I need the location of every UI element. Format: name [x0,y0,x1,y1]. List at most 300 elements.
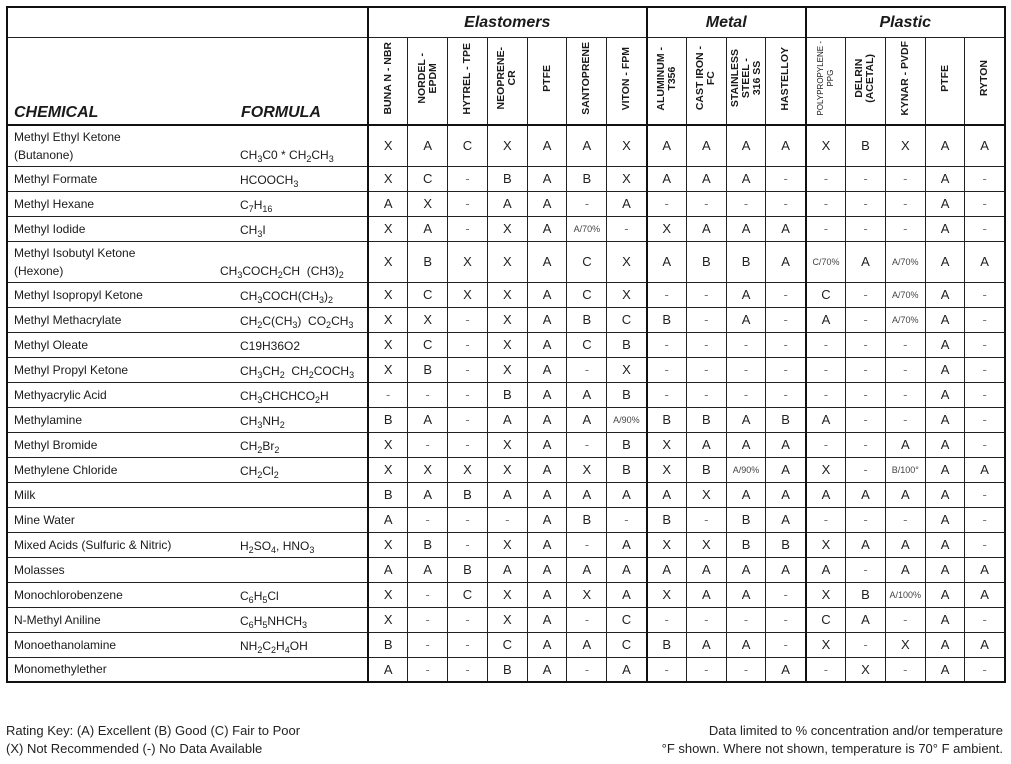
chemical-formula: $CH_2Br_2$ [240,438,280,455]
rating-cell: X [607,125,647,166]
rating-cell: - [726,357,766,382]
chemical-name: Methyl Hexane [14,196,95,211]
rating-cell: A [965,582,1005,607]
rating-cell: X [607,241,647,282]
rating-cell: - [766,382,806,407]
rating-cell: A [925,532,965,557]
rating-cell: - [567,607,607,632]
rating-cell: - [607,216,647,241]
rating-cell: A [686,582,726,607]
table-body [7,125,1005,682]
rating-cell: - [846,332,886,357]
rating-cell: A/70% [567,216,607,241]
table-row [7,357,1005,382]
chemical-cell [7,332,368,357]
rating-cell: A [846,607,886,632]
material-label: ALUMINUM - T356 [654,46,678,111]
rating-cell: - [846,357,886,382]
rating-cell: - [885,191,925,216]
rating-cell: - [686,507,726,532]
chemical-label: CHEMICAL [14,104,99,121]
table-row [7,532,1005,557]
rating-cell: B [448,557,488,582]
chemical-formula: $CH_3CH_2$ $CH_2COCH_3$ [240,363,355,380]
rating-cell: A [965,125,1005,166]
rating-cell: A [925,166,965,191]
chemical-formula: $HCOOCH_3$ [240,172,299,189]
chemical-name: Methyl Formate [14,171,98,186]
chemical-formula: $C_6H_5NHCH_3$ [240,613,308,630]
rating-cell: A [607,657,647,682]
rating-cell: A [925,282,965,307]
rating-cell: A [846,241,886,282]
rating-cell: B [607,457,647,482]
rating-cell: - [965,191,1005,216]
rating-cell: A [925,357,965,382]
rating-cell: A [368,557,408,582]
rating-cell: - [965,357,1005,382]
rating-cell: - [806,191,846,216]
rating-cell: X [647,532,687,557]
rating-cell: A [806,307,846,332]
chemical-cell [7,166,368,191]
rating-cell: A [408,482,448,507]
rating-cell: B [766,532,806,557]
rating-cell: C [448,125,488,166]
rating-cell: A [647,241,687,282]
rating-cell: A [925,432,965,457]
rating-cell: A [686,166,726,191]
rating-cell: X [647,432,687,457]
material-label: STAINLESS STEEL - 316 SS [728,49,763,108]
table-row [7,457,1005,482]
rating-cell: - [647,657,687,682]
material-label: NORDEL - EPDM [415,53,439,104]
rating-cell: A [527,482,567,507]
chemical-cell [7,191,368,216]
rating-cell: X [448,457,488,482]
material-label: PTFE [938,65,951,92]
data-limit-note [662,722,1003,758]
rating-cell: - [806,357,846,382]
rating-cell: A [567,557,607,582]
rating-cell: A [726,216,766,241]
rating-cell: A [686,125,726,166]
rating-cell: X [806,125,846,166]
rating-cell: - [965,332,1005,357]
group-header-plastic: Plastic [806,7,1005,38]
rating-cell: B [487,382,527,407]
material-column-header [806,38,846,126]
table-row [7,582,1005,607]
rating-cell: A [766,482,806,507]
rating-cell: X [567,457,607,482]
rating-cell: A [527,282,567,307]
rating-cell: - [686,607,726,632]
rating-cell: A [527,507,567,532]
rating-cell: A [925,657,965,682]
rating-cell: A [686,632,726,657]
rating-cell: - [448,607,488,632]
rating-cell: A [368,191,408,216]
rating-cell: A/70% [885,282,925,307]
column-header-chemical [7,38,368,126]
rating-cell: A [527,557,567,582]
rating-cell: A [726,582,766,607]
rating-cell: - [846,307,886,332]
chemical-name: Methyl Propyl Ketone [14,362,129,377]
rating-cell: A [766,507,806,532]
rating-cell: B [607,382,647,407]
chemical-cell [7,607,368,632]
rating-cell: - [567,532,607,557]
rating-cell: A [686,557,726,582]
rating-cell: X [487,582,527,607]
rating-cell: A [527,357,567,382]
rating-cell: A [766,657,806,682]
rating-cell: - [567,432,607,457]
table-row [7,382,1005,407]
rating-cell: - [647,382,687,407]
rating-cell: - [885,332,925,357]
rating-cell: - [965,657,1005,682]
rating-cell: - [806,332,846,357]
rating-cell: B [368,407,408,432]
chemical-formula: $CH_3I$ [240,222,266,239]
rating-cell: A [846,532,886,557]
rating-cell: - [766,607,806,632]
material-column-header [925,38,965,126]
rating-cell: C [607,307,647,332]
rating-cell: A [806,557,846,582]
rating-cell: - [448,166,488,191]
chemical-cell [7,407,368,432]
rating-cell: A [527,382,567,407]
rating-cell: - [686,332,726,357]
rating-cell: A [527,457,567,482]
rating-cell: B [726,532,766,557]
rating-cell: X [368,357,408,382]
rating-cell: - [647,282,687,307]
rating-cell: C [487,632,527,657]
rating-cell: - [647,357,687,382]
rating-cell: A [527,166,567,191]
rating-cell: B [726,507,766,532]
data-limit-note-line-1: Data limited to % concentration and/or temperature [708,723,1003,738]
chemical-name: Mixed Acids (Sulfuric & Nitric) [14,537,172,552]
rating-cell: X [806,632,846,657]
rating-cell: X [487,282,527,307]
table-row [7,307,1005,332]
material-column-header [567,38,607,126]
rating-cell: - [408,432,448,457]
rating-cell: A [965,632,1005,657]
material-label: HYTREL - TPE [460,42,473,115]
rating-cell: - [726,382,766,407]
material-column-header [726,38,766,126]
chemical-cell [7,507,368,532]
rating-cell: A [607,582,647,607]
chemical-name: Methyl Iodide [14,221,86,236]
rating-cell: - [726,191,766,216]
rating-cell: A [527,241,567,282]
rating-cell: - [846,432,886,457]
group-header-metal: Metal [647,7,806,38]
rating-cell: X [368,332,408,357]
rating-cell: A [726,166,766,191]
rating-cell: X [487,241,527,282]
rating-cell: - [965,607,1005,632]
table-row [7,241,1005,282]
chemical-cell [7,216,368,241]
rating-cell: - [686,657,726,682]
chemical-cell [7,125,368,166]
rating-cell: - [806,507,846,532]
rating-cell: X [487,607,527,632]
rating-cell: A [368,657,408,682]
rating-cell: A [925,457,965,482]
rating-cell: - [686,307,726,332]
rating-cell: A [567,382,607,407]
rating-cell: B [846,125,886,166]
rating-cell: - [766,632,806,657]
rating-cell: - [885,166,925,191]
rating-cell: A [607,482,647,507]
chemical-formula: $CH_2Cl_2$ [240,463,279,480]
rating-cell: X [885,632,925,657]
rating-cell: - [726,607,766,632]
rating-cell: A [726,557,766,582]
rating-cell: - [965,482,1005,507]
rating-cell: X [607,166,647,191]
rating-cell: B [408,532,448,557]
rating-cell: A [766,216,806,241]
chemical-cell [7,307,368,332]
rating-cell: A [726,632,766,657]
chemical-formula: $C_7H_{16}$ [240,197,273,214]
rating-cell: A [527,607,567,632]
rating-cell: A [885,557,925,582]
rating-cell: X [448,241,488,282]
rating-cell: - [448,657,488,682]
rating-cell: - [965,407,1005,432]
rating-cell: - [567,357,607,382]
rating-cell: A [527,632,567,657]
rating-cell: A [766,557,806,582]
rating-cell: - [885,216,925,241]
chemical-formula: $CH_3COCH_2CH$ $(CH3)_2$ [220,263,344,280]
rating-cell: A/70% [885,241,925,282]
rating-cell: X [487,457,527,482]
rating-cell: - [965,216,1005,241]
chemical-cell [7,632,368,657]
rating-cell: B [408,357,448,382]
rating-cell: A [527,432,567,457]
rating-cell: - [965,307,1005,332]
rating-cell: A [527,125,567,166]
material-column-header [607,38,647,126]
rating-cell: A [408,125,448,166]
rating-cell: A [726,482,766,507]
rating-cell: - [726,657,766,682]
rating-cell: A [925,216,965,241]
rating-cell: X [408,191,448,216]
rating-cell: X [368,432,408,457]
chemical-cell [7,382,368,407]
rating-cell: B [686,457,726,482]
rating-cell: - [448,432,488,457]
rating-cell: - [647,607,687,632]
rating-cell: A [527,657,567,682]
rating-cell: A [527,191,567,216]
chemical-name: Methylamine [14,412,83,427]
rating-cell: A [408,557,448,582]
rating-cell: - [766,282,806,307]
rating-cell: A [686,432,726,457]
rating-cell: X [487,432,527,457]
rating-cell: B [647,407,687,432]
rating-cell: A [527,532,567,557]
rating-cell: B [567,307,607,332]
rating-cell: A [686,216,726,241]
rating-cell: - [686,191,726,216]
chemical-name: Methyl Isobutyl Ketone (Hexone) [14,245,136,278]
rating-cell: A [527,407,567,432]
table-row [7,332,1005,357]
rating-cell: X [846,657,886,682]
formula-label: FORMULA [241,104,321,121]
rating-cell: B [846,582,886,607]
chemical-formula: $CH_3CHCHCO_2H$ [240,388,329,405]
data-limit-note-line-2: °F shown. Where not shown, temperature is 70° F ambient. [661,741,1003,756]
rating-cell: X [368,457,408,482]
rating-cell: A [607,532,647,557]
rating-cell: A [925,307,965,332]
rating-cell: A [925,482,965,507]
rating-cell: - [408,632,448,657]
rating-cell: C [567,241,607,282]
rating-cell: A [925,582,965,607]
rating-cell: A [408,216,448,241]
rating-key [6,722,300,758]
rating-cell: X [806,532,846,557]
chemical-name: Mine Water [14,512,75,527]
material-column-header [647,38,687,126]
rating-cell: - [965,166,1005,191]
rating-cell: A [647,482,687,507]
chemical-name: Monochlorobenzene [14,587,123,602]
chemical-formula: $CH_3C0 * CH_2CH_3$ [240,147,334,164]
rating-cell: - [806,216,846,241]
rating-cell: A/100% [885,582,925,607]
chemical-name: Methyl Methacrylate [14,312,122,327]
rating-cell: A [607,191,647,216]
rating-cell: A [527,307,567,332]
chemical-formula: $CH_3COCH(CH_3)_2$ [240,288,334,305]
chemical-compatibility-table [6,6,1006,683]
rating-cell: - [686,282,726,307]
chemical-cell [7,241,368,282]
rating-cell: - [448,532,488,557]
rating-cell: A [965,557,1005,582]
rating-cell: X [647,582,687,607]
rating-cell: A [647,125,687,166]
rating-cell: A [487,191,527,216]
table-row [7,657,1005,682]
rating-cell: A/70% [885,307,925,332]
table-row [7,607,1005,632]
rating-cell: - [448,332,488,357]
rating-cell: - [408,607,448,632]
material-label: CAST IRON - FC [694,46,718,111]
rating-key-line-2: (X) Not Recommended (-) No Data Available [6,741,263,756]
material-column-header [965,38,1005,126]
rating-cell: B [766,407,806,432]
rating-cell: X [368,607,408,632]
table-row [7,216,1005,241]
rating-cell: X [607,357,647,382]
rating-cell: A [925,557,965,582]
rating-cell: A [726,307,766,332]
rating-cell: - [766,166,806,191]
rating-cell: X [408,307,448,332]
rating-cell: A [567,125,607,166]
rating-cell: C [806,282,846,307]
rating-cell: - [846,507,886,532]
rating-cell: - [647,332,687,357]
table-row [7,166,1005,191]
material-label: POLYPROPYLENE - PPG [815,41,835,116]
rating-cell: - [607,507,647,532]
material-column-header [846,38,886,126]
rating-cell: B/100° [885,457,925,482]
rating-cell: - [766,332,806,357]
rating-cell: A [726,282,766,307]
rating-cell: B [487,657,527,682]
rating-cell: - [448,307,488,332]
rating-cell: - [965,432,1005,457]
chemical-name: Monomethylether [14,662,107,677]
rating-cell: A [527,582,567,607]
rating-cell: B [686,407,726,432]
rating-cell: - [766,307,806,332]
rating-cell: A [925,607,965,632]
chemical-cell [7,532,368,557]
rating-cell: - [567,657,607,682]
rating-cell: - [806,657,846,682]
rating-cell: A [766,125,806,166]
rating-cell: X [368,241,408,282]
material-column-header [408,38,448,126]
rating-cell: - [846,282,886,307]
rating-cell: - [885,657,925,682]
rating-cell: - [686,382,726,407]
rating-cell: - [846,557,886,582]
rating-cell: X [607,282,647,307]
rating-cell: X [487,332,527,357]
rating-cell: B [487,166,527,191]
rating-cell: - [846,191,886,216]
rating-cell: - [806,432,846,457]
rating-cell: - [726,332,766,357]
rating-cell: A [925,407,965,432]
rating-cell: - [766,191,806,216]
rating-cell: X [806,582,846,607]
rating-cell: - [766,357,806,382]
rating-cell: B [448,482,488,507]
chemical-formula: $CH_3NH_2$ [240,413,285,430]
material-label: RYTON [978,60,991,97]
